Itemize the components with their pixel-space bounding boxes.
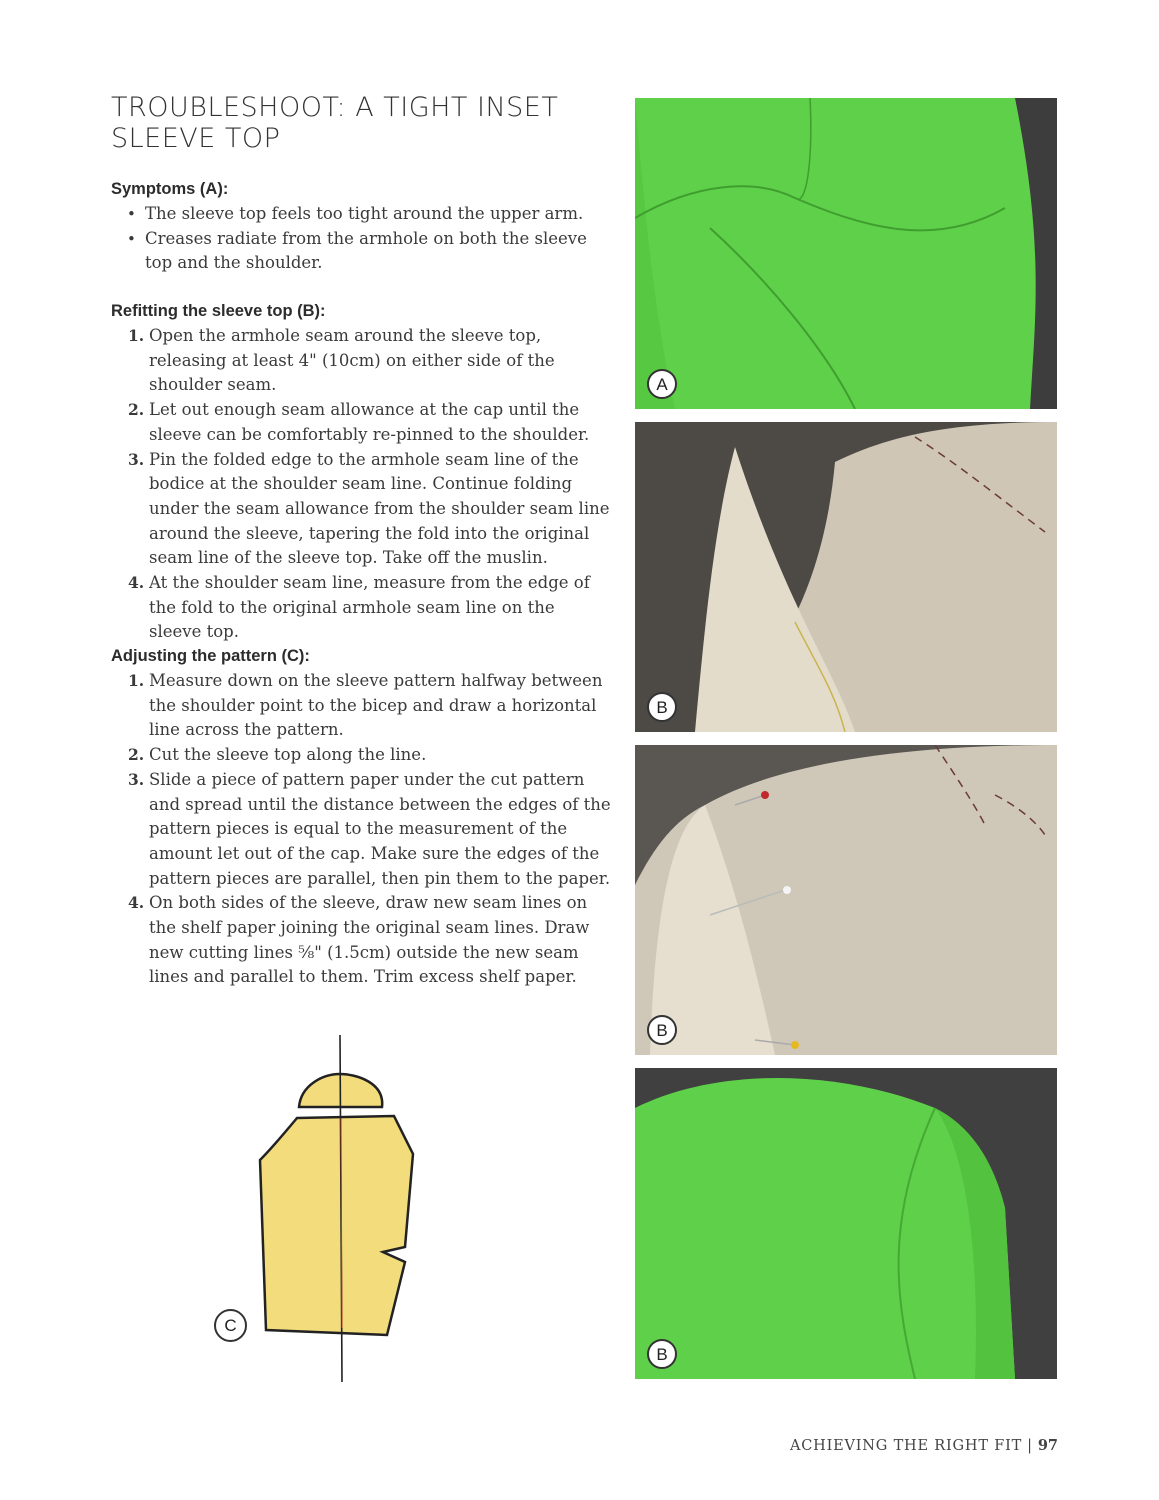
list-item: • Creases radiate from the armhole on both the sleeve top and the shoulder. bbox=[127, 227, 611, 276]
muslin-shoulder-photo bbox=[635, 422, 1057, 732]
adjusting-heading: Adjusting the pattern (C): bbox=[111, 647, 310, 665]
refitting-heading: Refitting the sleeve top (B): bbox=[111, 302, 326, 320]
list-item bbox=[128, 768, 611, 892]
list-item bbox=[128, 669, 611, 743]
symptoms-heading: Symptoms (A): bbox=[111, 180, 229, 198]
step-number: 4. bbox=[128, 573, 145, 593]
footer-section-title: ACHIEVING THE RIGHT FIT bbox=[789, 1438, 1023, 1454]
refitted-green-photo bbox=[635, 1068, 1057, 1379]
list-item bbox=[128, 398, 611, 447]
step-number: 1. bbox=[128, 671, 145, 690]
refitting-section bbox=[111, 302, 611, 645]
photo-b2 bbox=[635, 745, 1057, 1055]
step-number: 2. bbox=[128, 400, 145, 420]
symptoms-section bbox=[111, 180, 611, 276]
photo-label-b2: B bbox=[647, 1015, 677, 1045]
photo-a bbox=[635, 98, 1057, 409]
step-number: 1. bbox=[128, 326, 145, 345]
adjusting-steps bbox=[111, 669, 611, 990]
diagram-label-c: C bbox=[214, 1309, 247, 1342]
list-item bbox=[128, 324, 611, 398]
page-footer bbox=[790, 1437, 1058, 1454]
step-text: Measure down on the sleeve pattern halfway between the shoulder point to the bicep and draw a horizontal line across the pattern. bbox=[149, 671, 603, 740]
step-text: At the shoulder seam line, measure from the edge of the fold to the original armhole seam line on the sleeve top. bbox=[149, 573, 590, 642]
page-title: TROUBLESHOOT: A TIGHT INSET SLEEVE TOP bbox=[111, 92, 559, 154]
refitting-steps bbox=[111, 324, 611, 645]
pinned-muslin-photo bbox=[635, 745, 1057, 1055]
step-number: 4. bbox=[128, 893, 145, 913]
list-item bbox=[128, 571, 611, 645]
sleeve-body-piece bbox=[260, 1116, 413, 1335]
list-item bbox=[128, 448, 611, 572]
green-shoulder-photo bbox=[635, 98, 1057, 409]
symptoms-list bbox=[111, 202, 611, 276]
photo-label-b1: B bbox=[647, 692, 677, 722]
footer-separator: | bbox=[1027, 1438, 1033, 1454]
step-text: Cut the sleeve top along the line. bbox=[149, 745, 427, 765]
step-number: 3. bbox=[128, 449, 145, 469]
step-text: Let out enough seam allowance at the cap until the sleeve can be comfortably re-pinned to the shoulder. bbox=[149, 400, 590, 444]
photo-b1 bbox=[635, 422, 1057, 732]
step-number: 2. bbox=[128, 745, 145, 765]
step-text: Slide a piece of pattern paper under the cut pattern and spread until the distance between the edges of the pattern pieces is equal to the measurement of the amount let out of the cap. Make sure the edges of the pattern pieces are parallel, then pin them to the paper. bbox=[149, 769, 611, 888]
step-number: 3. bbox=[128, 769, 145, 789]
list-item bbox=[128, 743, 611, 768]
photo-label-a: A bbox=[647, 369, 677, 399]
step-text: On both sides of the sleeve, draw new seam lines on the shelf paper joining the original seam lines. Draw new cutting lines ⅝" (1.5cm) outside the new seam lines and parallel to them. Trim excess shelf paper. bbox=[149, 893, 590, 987]
page-number: 97 bbox=[1037, 1437, 1058, 1454]
step-text: Open the armhole seam around the sleeve top, releasing at least 4" (10cm) on either side of the shoulder seam. bbox=[149, 326, 555, 395]
list-item bbox=[128, 891, 611, 990]
step-text: Pin the folded edge to the armhole seam line of the bodice at the shoulder seam line. Continue folding under the seam allowance from the shoulder seam line around the sleeve, tapering the fold into the original seam line of the sleeve top. Take off the muslin. bbox=[149, 449, 610, 568]
adjusting-section bbox=[111, 647, 611, 990]
photo-b3 bbox=[635, 1068, 1057, 1379]
list-item: • The sleeve top feels too tight around the upper arm. bbox=[127, 202, 611, 227]
photo-label-b3: B bbox=[647, 1339, 677, 1369]
